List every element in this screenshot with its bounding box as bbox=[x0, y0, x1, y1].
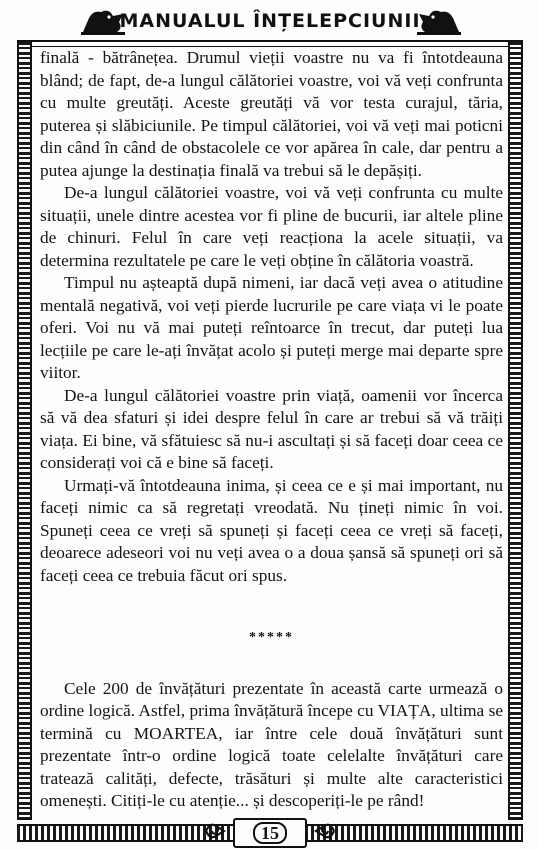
page-number-box bbox=[233, 818, 307, 848]
header-divider bbox=[17, 40, 523, 47]
book-title: MANUALUL ÎNȚELEPCIUNII bbox=[119, 10, 421, 32]
running-header bbox=[17, 2, 523, 40]
page-footer bbox=[17, 818, 523, 846]
paragraph: Urmați-vă întotdeauna inima, și ceea ce e și mai important, nu faceți nimic ca să regretați vreodată. Nu țineți nimic în voi. Spuneți ceea ce vreți să spuneți și faceți ceea ce vreți să faceți, deoarece adeseori voi nu veți avea o a doua șansă să spuneți ori să faceți ceea ce trebuia făcut ori spus. bbox=[40, 475, 503, 585]
page-number: 15 bbox=[253, 822, 287, 844]
section-separator: ***** bbox=[249, 630, 294, 645]
page-body bbox=[40, 47, 503, 810]
lion-ornament-icon bbox=[415, 6, 463, 36]
right-ornamental-border bbox=[508, 40, 523, 820]
closing-paragraph: Cele 200 de învățături prezentate în această carte urmează o ordine logică. Astfel, prima învățătură începe cu VIAȚA, ultima se termină cu MOARTEA, iar între cele două învățături sunt prezentate într-o ordine logică toate celelalte învățături care tratează calități, defecte, trăsături și multe alte caracteristici omenești. Citiți-le cu atenție... și descoperiți-le pe rând! bbox=[40, 678, 503, 810]
paragraph: De-a lungul călătoriei voastre, voi vă veți confrunta cu multe situații, unele dintre acestea vor fi pline de bucurii, iar altele pline de chinuri. Felul în care veți reacționa la acele situații, va determina rezultatele pe care le veți obține în călătoria voastră. bbox=[40, 183, 503, 270]
lion-ornament-icon bbox=[79, 6, 127, 36]
paragraph: finală - bătrânețea. Drumul vieții voastre nu va fi întotdeauna blând; de fapt, de-a lungul călătoriei voastre, voi vă veți confrunta cu multe greutăți. Aceste greutăți vă vor testa curajul, tăria, puterea și slăbiciunile. Pe timpul călătoriei, voi vă veți mai poticni din când în când de obstacolele ce vor apărea în cale, dar pentru a putea ajunge la destinația finală va trebui să le depășiți. bbox=[40, 48, 503, 180]
scroll-ornament-icon bbox=[314, 820, 336, 842]
paragraph: De-a lungul călătoriei voastre prin viață, oamenii vor încerca să vă dea sfaturi și idei despre felul în care ar trebui să vă trăiți viața. Ei bine, vă sfătuiesc să nu-i ascultați și să faceți doar ceea ce considerați voi că e bine să faceți. bbox=[40, 385, 503, 472]
paragraph: Timpul nu așteaptă după nimeni, iar dacă veți avea o atitudine mentală negativă, voi veți pierde lucrurile pe care viața vi le poate oferi. Voi nu vă mai puteți reîntoarce în trecut, dar puteți lua lecțiile pe care le-ați învățat acolo și puteți merge mai departe spre viitor. bbox=[40, 273, 503, 382]
left-ornamental-border bbox=[17, 40, 32, 820]
scroll-ornament-icon bbox=[204, 820, 226, 842]
